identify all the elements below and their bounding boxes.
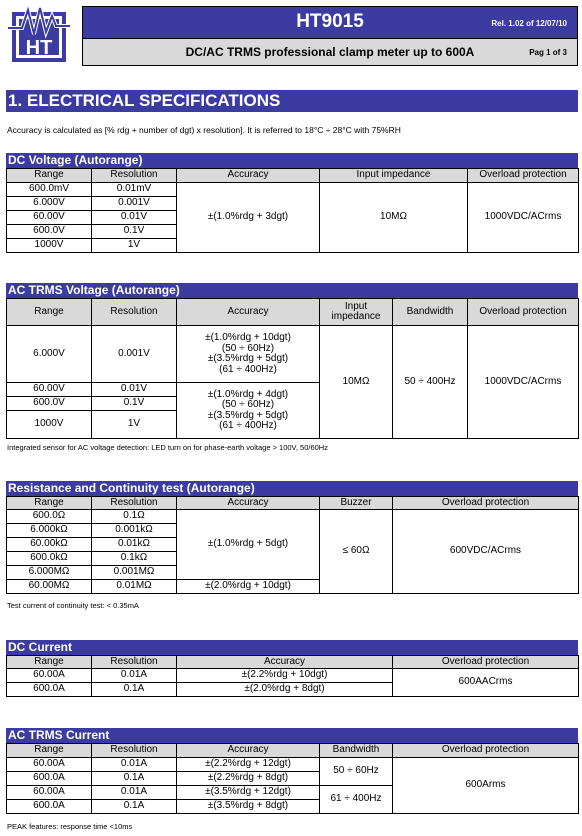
logo-text: HT (25, 37, 53, 59)
range-cell: 60.00A (7, 669, 92, 683)
header-cell: Bandwidth (393, 299, 468, 326)
resolution-cell: 0.01A (92, 669, 177, 683)
impedance-cell: 10MΩ (320, 326, 393, 439)
resistance-title: Resistance and Continuity test (Autorange) (6, 481, 578, 496)
header-cell: Overload protection (468, 169, 579, 183)
table-row (7, 758, 579, 772)
resolution-cell: 0.1A (92, 683, 177, 697)
overload-cell: 1000VDC/ACrms (468, 183, 579, 253)
header-cell: Bandwidth (320, 744, 393, 758)
range-cell: 600.0Ω (7, 510, 92, 524)
bandwidth-cell: 61 ÷ 400Hz (320, 786, 393, 814)
accuracy-line: ±(3.5%rdg + 5dgt) (207, 353, 289, 364)
header-cell: Resolution (92, 744, 177, 758)
header-cell: Overload protection (393, 744, 579, 758)
continuity-note: Test current of continuity test: < 0.35mA (7, 601, 139, 610)
range-cell: 6.000V (7, 197, 92, 211)
dc-voltage-title: DC Voltage (Autorange) (6, 153, 578, 168)
range-cell: 600.0A (7, 683, 92, 697)
impedance-cell: 10MΩ (320, 183, 468, 253)
header-title-bar (82, 6, 578, 39)
range-cell: 60.00MΩ (7, 580, 92, 594)
ac-voltage-note: Integrated sensor for AC voltage detection: LED turn on for phase-earth voltage > 100V, 50/60Hz (7, 443, 328, 452)
range-cell: 60.00V (7, 211, 92, 225)
accuracy-cell: ±(2.0%rdg + 8dgt) (177, 683, 393, 697)
model-name: HT9015 (296, 11, 364, 32)
header-cell: Range (7, 656, 92, 669)
header-cell: Resolution (92, 169, 177, 183)
ht-logo (6, 4, 72, 66)
header-cell: Buzzer (320, 497, 393, 510)
header-cell: Accuracy (177, 299, 320, 326)
header-cell: Overload protection (393, 497, 579, 510)
document-subtitle: DC/AC TRMS professional clamp meter up to 600A (185, 45, 475, 59)
range-cell: 1000V (7, 239, 92, 253)
header-cell: Range (7, 299, 92, 326)
accuracy-cell: ±(2.2%rdg + 8dgt) (177, 772, 320, 786)
header-cell: Range (7, 744, 92, 758)
header-cell: Resolution (92, 656, 177, 669)
resistance-table (6, 496, 579, 594)
resolution-cell: 0.001kΩ (92, 524, 177, 538)
header-cell: Resolution (92, 299, 177, 326)
resolution-cell: 1V (92, 411, 177, 439)
ac-voltage-table (6, 298, 579, 439)
overload-cell: 600Arms (393, 758, 579, 814)
range-cell: 600.0kΩ (7, 552, 92, 566)
header-cell: Input impedance (320, 169, 468, 183)
frequency-line: (50 ÷ 60Hz) (221, 399, 275, 410)
range-cell: 600.0V (7, 225, 92, 239)
resolution-cell: 1V (92, 239, 177, 253)
resolution-cell: 0.01V (92, 211, 177, 225)
bandwidth-cell: 50 ÷ 60Hz (320, 758, 393, 786)
accuracy-line: ±(1.0%rdg + 10dgt) (205, 332, 291, 343)
range-cell: 1000V (7, 411, 92, 439)
accuracy-cell: ±(2.2%rdg + 12dgt) (177, 758, 320, 772)
section-title-band (6, 90, 578, 112)
resolution-cell: 0.01A (92, 758, 177, 772)
dc-current-title: DC Current (6, 640, 578, 655)
header-cell: Resolution (92, 497, 177, 510)
frequency-line: (50 ÷ 60Hz) (221, 342, 275, 354)
resolution-cell: 0.01A (92, 786, 177, 800)
header-cell: Range (7, 497, 92, 510)
resolution-cell: 0.1V (92, 225, 177, 239)
ac-current-title: AC TRMS Current (6, 728, 578, 743)
accuracy-cell: ±(2.2%rdg + 10dgt) (177, 669, 393, 683)
overload-cell: 600VDC/ACrms (393, 510, 579, 594)
accuracy-cell: ±(3.5%rdg + 12dgt) (177, 786, 320, 800)
accuracy-cell: ±(3.5%rdg + 8dgt) (177, 800, 320, 814)
resolution-cell: 0.1Ω (92, 510, 177, 524)
accuracy-cell (177, 326, 320, 383)
dc-current-table (6, 655, 579, 697)
resolution-cell: 0.1A (92, 772, 177, 786)
frequency-line: (61 ÷ 400Hz) (219, 363, 277, 375)
range-cell: 60.00V (7, 383, 92, 397)
release-info: Rel. 1.02 of 12/07/10 (491, 19, 567, 28)
table-row (7, 510, 579, 524)
resolution-cell: 0.1A (92, 800, 177, 814)
accuracy-line: ±(3.5%rdg + 5dgt) (207, 409, 289, 421)
range-cell: 6.000kΩ (7, 524, 92, 538)
ac-current-table (6, 743, 579, 814)
ac-voltage-title: AC TRMS Voltage (Autorange) (6, 283, 578, 298)
range-cell: 600.0V (7, 397, 92, 411)
page-number: Pag 1 of 3 (529, 48, 567, 57)
header-cell: Range (7, 169, 92, 183)
range-cell: 6.000V (7, 326, 92, 383)
resolution-cell: 0.001MΩ (92, 566, 177, 580)
peak-note: PEAK features: response time <10ms (7, 822, 133, 831)
buzzer-cell: ≤ 60Ω (320, 510, 393, 594)
range-cell: 600.0A (7, 800, 92, 814)
range-cell: 600.0A (7, 772, 92, 786)
table-row (7, 326, 579, 383)
resolution-cell: 0.1kΩ (92, 552, 177, 566)
overload-cell: 600AACrms (393, 669, 579, 697)
bandwidth-cell: 50 ÷ 400Hz (393, 326, 468, 439)
accuracy-cell: ±(2.0%rdg + 10dgt) (177, 580, 320, 594)
resolution-cell: 0.01mV (92, 183, 177, 197)
resolution-cell: 0.001V (92, 326, 177, 383)
accuracy-line: ±(1.0%rdg + 4dgt) (207, 388, 289, 400)
overload-cell: 1000VDC/ACrms (468, 326, 579, 439)
range-cell: 600.0mV (7, 183, 92, 197)
header-cell: Input impedance (320, 299, 393, 326)
header-cell: Accuracy (177, 497, 320, 510)
table-row (7, 183, 579, 197)
header-cell: Overload protection (393, 656, 579, 669)
range-cell: 60.00A (7, 758, 92, 772)
resolution-cell: 0.001V (92, 197, 177, 211)
header-cell: Overload protection (468, 299, 579, 326)
range-cell: 60.00A (7, 786, 92, 800)
resolution-cell: 0.1V (92, 397, 177, 411)
header-subtitle-bar (82, 39, 578, 66)
resolution-cell: 0.01kΩ (92, 538, 177, 552)
accuracy-note: Accuracy is calculated as [% rdg + number of dgt) x resolution]. It is referred to 18°C ÷ 28°C with 75%RH (7, 125, 401, 135)
range-cell: 6.000MΩ (7, 566, 92, 580)
resolution-cell: 0.01MΩ (92, 580, 177, 594)
accuracy-cell: ±(1.0%rdg + 5dgt) (177, 510, 320, 580)
dc-voltage-table (6, 168, 579, 253)
table-row (7, 669, 579, 683)
section-title: 1. ELECTRICAL SPECIFICATIONS (6, 90, 284, 112)
accuracy-cell: ±(1.0%rdg + 3dgt) (177, 183, 320, 253)
header-cell: Accuracy (177, 169, 320, 183)
header-cell: Accuracy (177, 744, 320, 758)
header-cell: Accuracy (177, 656, 393, 669)
resolution-cell: 0.01V (92, 383, 177, 397)
accuracy-cell (177, 383, 320, 439)
frequency-line: (61 ÷ 400Hz) (219, 420, 277, 431)
range-cell: 60.00kΩ (7, 538, 92, 552)
